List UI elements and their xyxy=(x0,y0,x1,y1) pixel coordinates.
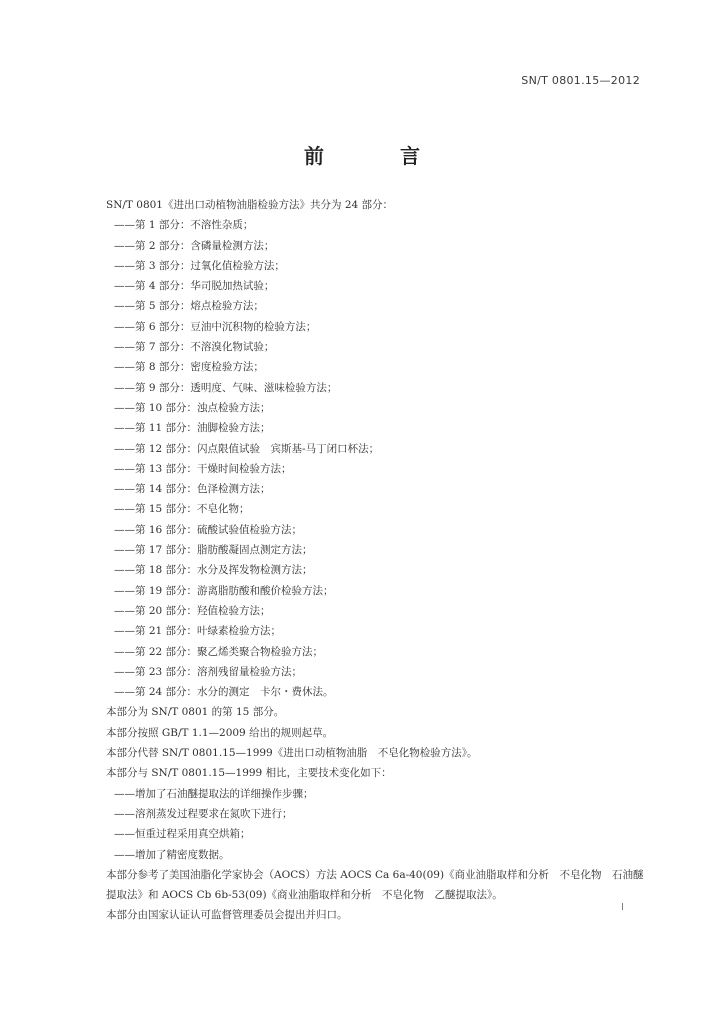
page-title: 前 言 xyxy=(304,144,448,168)
change-item: ——增加了石油醚提取法的详细操作步骤； xyxy=(114,787,314,800)
part-item: ——第 19 部分：游离脂肪酸和酸价检验方法； xyxy=(114,584,334,597)
part-item: ——第 16 部分：硫酸试验值检验方法； xyxy=(114,523,303,536)
part-item: ——第 24 部分：水分的测定 卡尔・费休法。 xyxy=(114,686,334,699)
change-item: ——恒重过程采用真空烘箱； xyxy=(114,828,251,841)
part-item: ——第 23 部分：溶剂残留量检验方法； xyxy=(114,665,303,678)
page-number: I xyxy=(621,902,624,913)
change-item: ——溶剂蒸发过程要求在氮吹下进行； xyxy=(114,807,293,820)
part-item: ——第 9 部分：透明度、气味、滋味检验方法； xyxy=(114,381,338,394)
part-item: ——第 22 部分：聚乙烯类聚合物检验方法； xyxy=(114,645,324,658)
document-body xyxy=(106,195,652,926)
part-item: ——第 17 部分：脂肪酸凝固点测定方法； xyxy=(114,544,313,557)
paragraph-changes-intro: 本部分与 SN/T 0801.15—1999 相比，主要技术变化如下： xyxy=(106,767,392,780)
intro-paragraph: SN/T 0801《进出口动植物油脂检验方法》共分为 24 部分： xyxy=(106,199,394,211)
part-item: ——第 8 部分：密度检验方法； xyxy=(114,361,264,374)
part-item: ——第 6 部分：豆油中沉积物的检验方法； xyxy=(114,320,317,333)
part-item: ——第 18 部分：水分及挥发物检测方法； xyxy=(114,564,313,577)
part-item: ——第 11 部分：油脚检验方法； xyxy=(114,422,271,435)
part-item: ——第 7 部分：不溶溴化物试验； xyxy=(114,341,275,354)
paragraph-drafting-rules: 本部分按照 GB/T 1.1—2009 给出的规则起草。 xyxy=(106,726,334,739)
standard-number: SN/T 0801.15—2012 xyxy=(521,74,640,87)
part-item: ——第 5 部分：熔点检验方法； xyxy=(114,300,264,313)
part-item: ——第 4 部分：华司脱加热试验； xyxy=(114,280,275,293)
part-item: ——第 10 部分：浊点检验方法； xyxy=(114,401,271,414)
part-item: ——第 20 部分：羟值检验方法； xyxy=(114,604,271,617)
part-item: ——第 13 部分：干燥时间检验方法； xyxy=(114,462,292,475)
part-item: ——第 3 部分：过氧化值检验方法； xyxy=(114,259,285,272)
paragraph-proposed-by: 本部分由国家认证认可监督管理委员会提出并归口。 xyxy=(106,909,348,922)
part-item: ——第 15 部分：不皂化物； xyxy=(114,503,250,516)
change-item: ——增加了精密度数据。 xyxy=(114,848,230,861)
part-item: ——第 12 部分：闪点限值试验 宾斯基-马丁闭口杯法； xyxy=(114,442,380,455)
part-item: ——第 21 部分：叶绿素检验方法； xyxy=(114,625,282,638)
paragraph-part-number: 本部分为 SN/T 0801 的第 15 部分。 xyxy=(106,706,285,719)
paragraph-replaces: 本部分代替 SN/T 0801.15—1999《进出口动植物油脂 不皂化物检验方法》。 xyxy=(106,747,478,760)
part-item: ——第 2 部分：含磷量检测方法； xyxy=(114,239,275,252)
part-item: ——第 1 部分：不溶性杂质； xyxy=(114,219,254,232)
paragraph-reference: 本部分参考了美国油脂化学家协会（AOCS）方法 AOCS Ca 6a-40(09)《商业油脂取样和分析 不皂化物 石油醚提取法》和 AOCS Cb 6b-53(09)《商业油脂取样和分析 不皂化物 乙醚提取法》。 xyxy=(106,868,644,902)
part-item: ——第 14 部分：色泽检测方法； xyxy=(114,483,271,496)
